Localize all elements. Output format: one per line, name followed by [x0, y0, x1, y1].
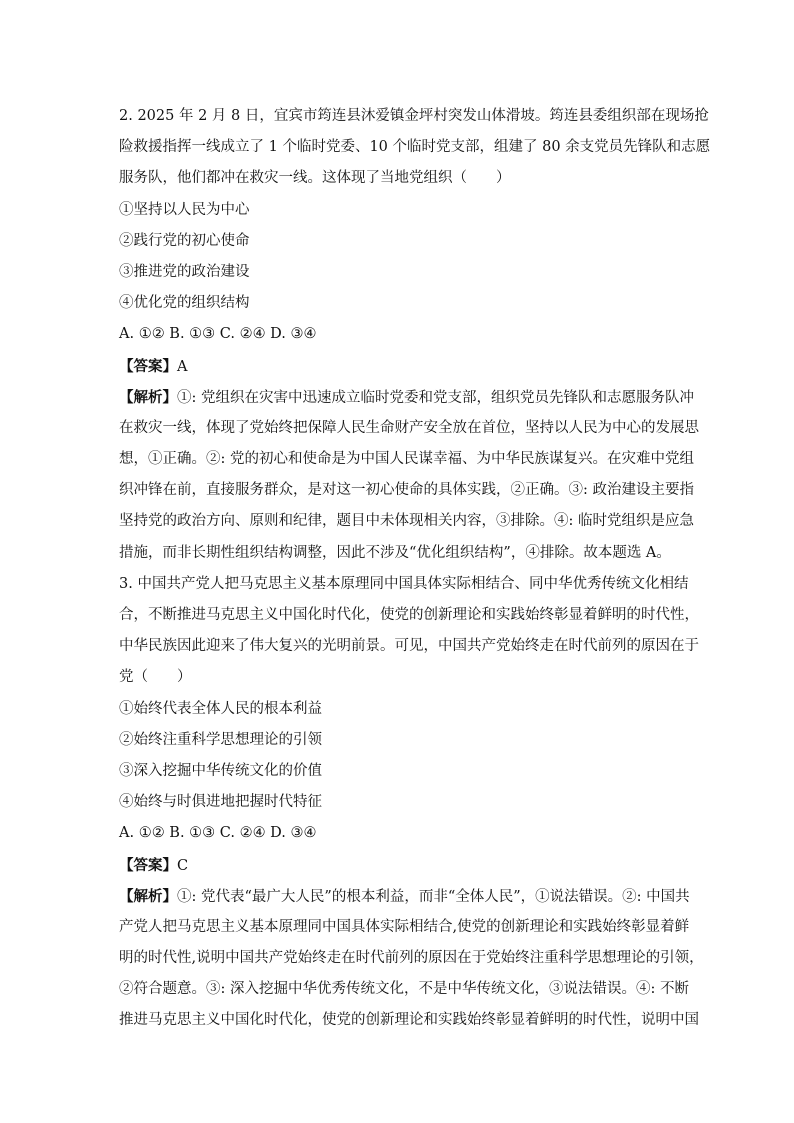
question-3-stem-line: 3. 中国共产党人把马克思主义基本原理同中国具体实际相结合、同中华优秀传统文化相结 — [119, 575, 689, 592]
question-2-analysis-line: 织冲锋在前，直接服务群众，是对这一初心使命的具体实践，②正确。③: 政治建设主要指 — [119, 482, 694, 499]
question-2 — [119, 101, 711, 569]
question-3-analysis-line: 推进马克思主义中国化时代化，使党的创新理论和实践始终彰显着鲜明的时代性，说明中国 — [119, 1012, 699, 1029]
question-3-option-2: ②始终注重科学思想理论的引领 — [119, 731, 322, 748]
question-3-analysis-line — [119, 881, 690, 912]
analysis-text: ①: 党代表“最广大人民”的根本利益，而非“全体人民”，①说法错误。②: 中国共 — [177, 888, 690, 905]
answer-label: 【答案】 — [119, 357, 177, 375]
analysis-text: ①: 党组织在灾害中迅速成立临时党委和党支部，组织党员先锋队和志愿服务队冲 — [177, 389, 694, 406]
question-3-stem-line: 中华民族因此迎来了伟大复兴的光明前景。可见，中国共产党始终走在时代前列的原因在于 — [119, 638, 699, 655]
answer-value: C — [177, 857, 189, 874]
question-2-analysis-line: 想，①正确。②: 党的初心和使命是为中国人民谋幸福、为中华民族谋复兴。在灾难中党组 — [119, 451, 694, 468]
question-2-option-3: ③推进党的政治建设 — [119, 263, 250, 280]
question-2-stem-line: 险救援指挥一线成立了 1 个临时党委、10 个临时党支部，组建了 80 余支党员先锋队和志愿 — [119, 139, 711, 156]
question-2-analysis-line: 坚持党的政治方向、原则和纪律，题目中未体现相关内容，③排除。④: 临时党组织是应急 — [119, 513, 694, 530]
question-2-option-1: ①坚持以人民为中心 — [119, 201, 250, 218]
question-2-option-4: ④优化党的组织结构 — [119, 295, 250, 312]
question-2-analysis-line: 措施，而非长期性组织结构调整，因此不涉及“优化组织结构”，④排除。故本题选 A。 — [119, 544, 671, 561]
question-3-option-4: ④始终与时俱进地把握时代特征 — [119, 794, 322, 811]
question-3-stem-line: 合，不断推进马克思主义中国化时代化，使党的创新理论和实践始终彰显着鲜明的时代性， — [119, 607, 699, 623]
question-2-answer — [119, 351, 679, 382]
question-3-analysis-line: ②符合题意。③: 深入挖掘中华优秀传统文化，不是中华传统文化，③说法错误。④: 不断 — [119, 981, 689, 998]
question-2-stem-line: 服务队，他们都冲在救灾一线。这体现了当地党组织（ ） — [119, 170, 511, 187]
question-3-choices: A. ①② B. ①③ C. ②④ D. ③④ — [119, 825, 317, 842]
question-2-option-2: ②践行党的初心使命 — [119, 232, 250, 249]
question-3-analysis-line: 明的时代性,说明中国共产党始终走在时代前列的原因在于党始终注重科学思想理论的引领， — [119, 950, 704, 967]
question-2-stem-line: 2. 2025 年 2 月 8 日，宜宾市筠连县沐爱镇金坪村突发山体滑坡。筠连县委组织部在现场抢 — [119, 108, 709, 124]
question-3-stem-line: 党（ ） — [119, 669, 192, 686]
question-3-option-1: ①始终代表全体人民的根本利益 — [119, 700, 322, 717]
question-3-analysis-line: 产党人把马克思主义基本原理同中国具体实际相结合,使党的创新理论和实践始终彰显着鲜 — [119, 918, 690, 935]
question-2-analysis-line: 在救灾一线，体现了党始终把保障人民生命财产安全放在首位，坚持以人民为中心的发展思 — [119, 419, 699, 436]
analysis-label: 【解析】 — [119, 388, 177, 406]
question-2-choices: A. ①② B. ①③ C. ②④ D. ③④ — [119, 326, 317, 343]
question-2-analysis-line — [119, 382, 694, 413]
answer-value: A — [177, 358, 188, 375]
question-3-option-3: ③深入挖掘中华传统文化的价值 — [119, 762, 322, 779]
question-3 — [119, 569, 704, 1037]
document-page — [119, 101, 711, 1037]
analysis-label: 【解析】 — [119, 887, 177, 905]
answer-label: 【答案】 — [119, 856, 177, 874]
question-3-answer — [119, 850, 679, 881]
